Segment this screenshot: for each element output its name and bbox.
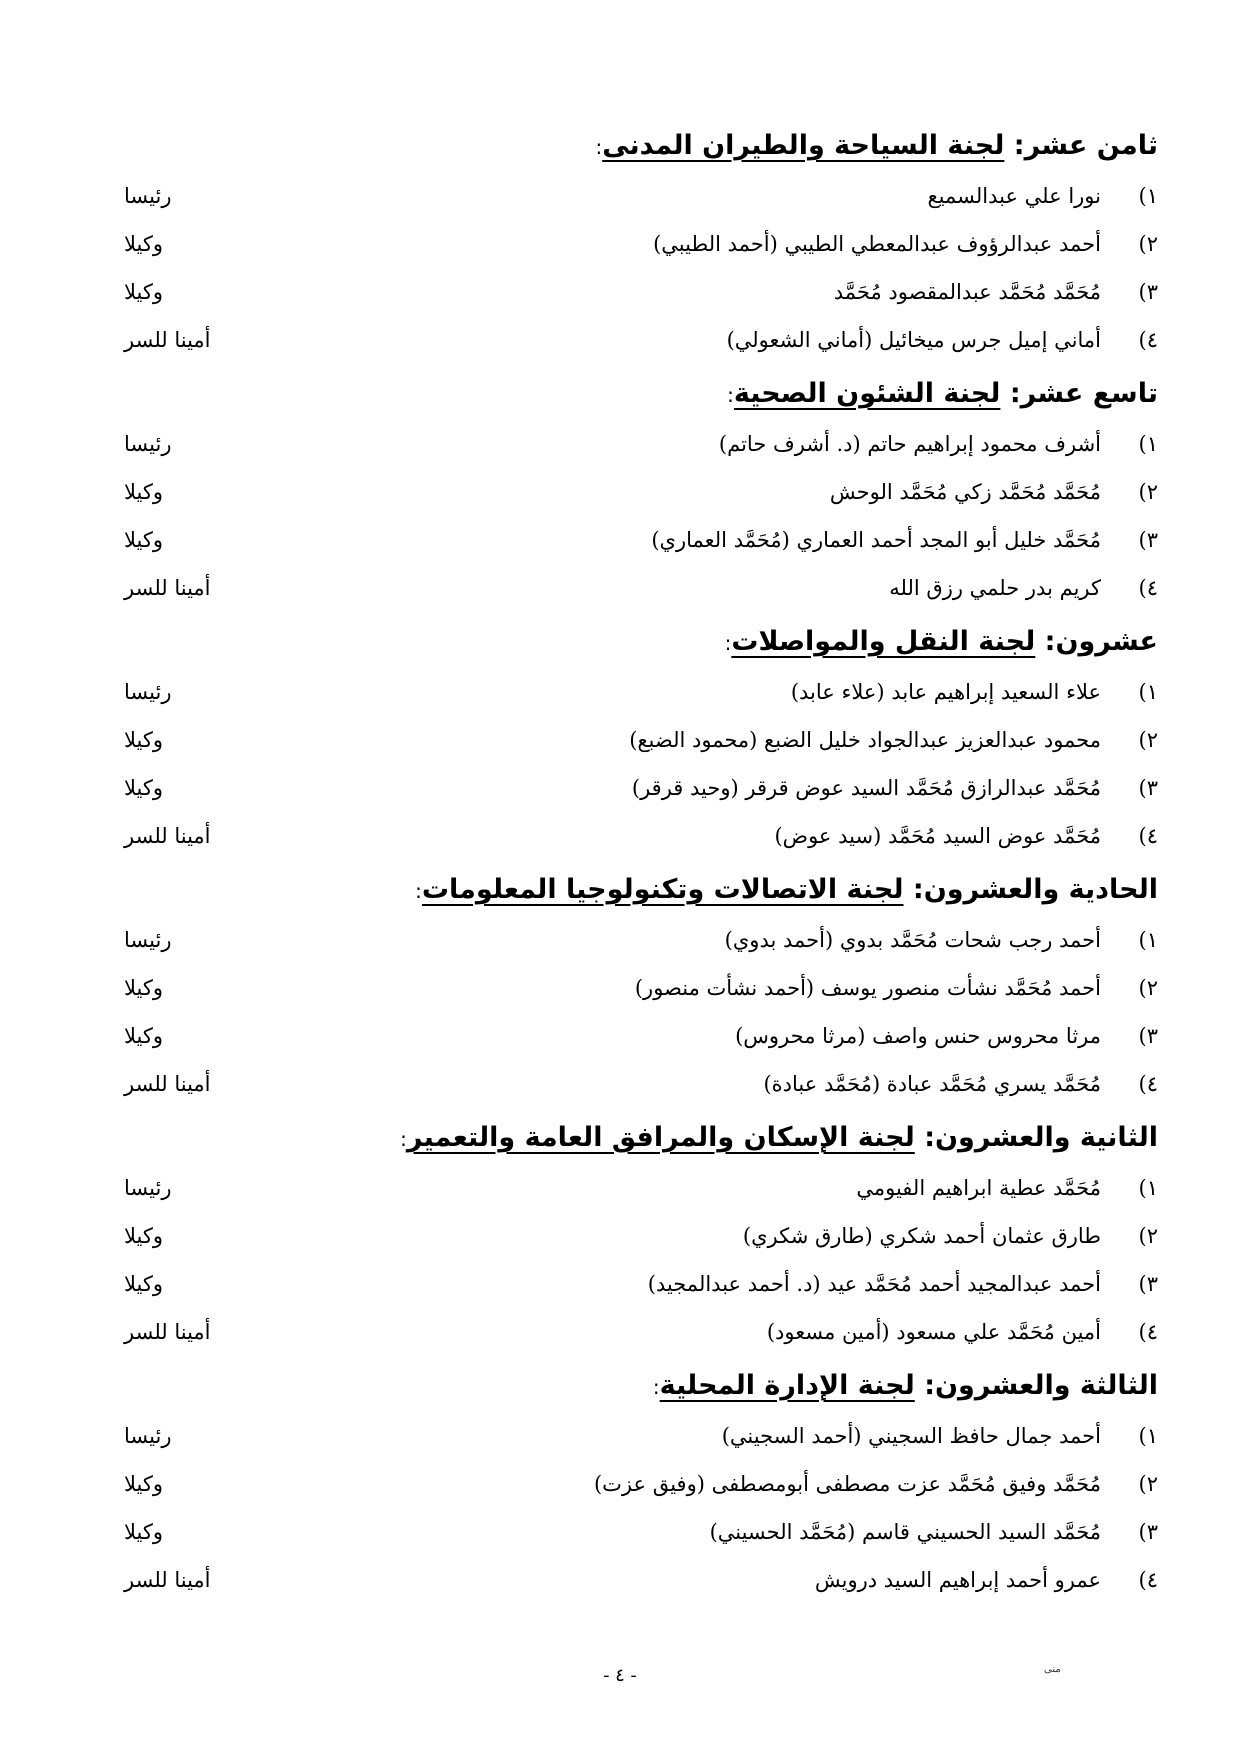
committee-heading: الثانية والعشرون: لجنة الإسكان والمرافق العامة والتعمير: xyxy=(400,1122,1158,1153)
member-name: مُحَمَّد عطية ابراهيم الفيومي xyxy=(856,1176,1101,1200)
committee-ordinal: الثانية والعشرون: xyxy=(924,1122,1158,1153)
member-role: أمينا للسر xyxy=(124,1320,211,1344)
member-role: وكيلا xyxy=(124,528,164,552)
committee-heading: تاسع عشر: لجنة الشئون الصحية: xyxy=(727,378,1158,409)
member-number: ١) xyxy=(1138,928,1158,952)
member-name: مُحَمَّد وفيق مُحَمَّد عزت مصطفى أبومصطفى (وفيق عزت) xyxy=(593,1472,1101,1496)
member-number: ٤) xyxy=(1138,824,1158,848)
member-number: ٤) xyxy=(1138,1568,1158,1592)
member-number: ٤) xyxy=(1138,1072,1158,1096)
member-number: ٢) xyxy=(1138,1472,1158,1496)
committee-section xyxy=(0,1112,1241,1360)
member-row xyxy=(0,1464,1241,1512)
member-row xyxy=(0,568,1241,616)
member-role: وكيلا xyxy=(124,232,164,256)
committee-ordinal: الثالثة والعشرون: xyxy=(924,1370,1158,1401)
member-number: ٣) xyxy=(1138,1272,1158,1296)
member-role: وكيلا xyxy=(124,480,164,504)
member-number: ٤) xyxy=(1138,576,1158,600)
member-role: رئيسا xyxy=(124,928,172,952)
member-row xyxy=(0,320,1241,368)
member-role: أمينا للسر xyxy=(124,824,211,848)
committee-heading: الحادية والعشرون: لجنة الاتصالات وتكنولوجيا المعلومات: xyxy=(415,874,1158,905)
member-row xyxy=(0,472,1241,520)
member-row xyxy=(0,1512,1241,1560)
member-name: محمود عبدالعزيز عبدالجواد خليل الضبع (محمود الضبع) xyxy=(629,728,1101,752)
member-number: ٣) xyxy=(1138,776,1158,800)
committee-title: لجنة الاتصالات وتكنولوجيا المعلومات xyxy=(421,874,904,905)
member-row xyxy=(0,768,1241,816)
member-role: رئيسا xyxy=(124,1176,172,1200)
committee-title: لجنة الإدارة المحلية xyxy=(659,1370,915,1401)
committee-title: لجنة الشئون الصحية xyxy=(733,378,1001,409)
member-row xyxy=(0,1416,1241,1464)
member-number: ١) xyxy=(1138,184,1158,208)
member-name: مُحَمَّد مُحَمَّد زكي مُحَمَّد الوحش xyxy=(829,480,1101,504)
member-row xyxy=(0,672,1241,720)
member-name: علاء السعيد إبراهيم عابد (علاء عابد) xyxy=(790,680,1101,704)
member-role: رئيسا xyxy=(124,680,172,704)
member-role: أمينا للسر xyxy=(124,328,211,352)
committee-heading: عشرون: لجنة النقل والمواصلات: xyxy=(724,626,1158,657)
member-name: أحمد عبدالرؤوف عبدالمعطي الطيبي (أحمد الطيبي) xyxy=(653,232,1101,256)
committee-heading: ثامن عشر: لجنة السياحة والطيران المدنى: xyxy=(595,130,1158,161)
document-body xyxy=(0,120,1241,1608)
member-role: وكيلا xyxy=(124,728,164,752)
member-name: عمرو أحمد إبراهيم السيد درويش xyxy=(814,1568,1101,1592)
member-role: وكيلا xyxy=(124,1224,164,1248)
member-number: ١) xyxy=(1138,680,1158,704)
member-number: ٣) xyxy=(1138,1024,1158,1048)
page-number: - ٤ - xyxy=(603,1665,637,1686)
member-role: أمينا للسر xyxy=(124,1568,211,1592)
member-row xyxy=(0,1264,1241,1312)
member-name: مُحَمَّد عوض السيد مُحَمَّد (سيد عوض) xyxy=(774,824,1101,848)
committee-section xyxy=(0,864,1241,1112)
member-number: ٢) xyxy=(1138,976,1158,1000)
committee-ordinal: الحادية والعشرون: xyxy=(912,874,1158,905)
member-role: أمينا للسر xyxy=(124,576,211,600)
member-row xyxy=(0,1312,1241,1360)
member-row xyxy=(0,920,1241,968)
member-row xyxy=(0,1560,1241,1608)
member-role: وكيلا xyxy=(124,1024,164,1048)
member-number: ٤) xyxy=(1138,1320,1158,1344)
member-name: مُحَمَّد مُحَمَّد عبدالمقصود مُحَمَّد xyxy=(833,280,1101,304)
member-number: ١) xyxy=(1138,1176,1158,1200)
member-name: كريم بدر حلمي رزق الله xyxy=(889,576,1101,600)
member-name: مرثا محروس حنس واصف (مرثا محروس) xyxy=(735,1024,1101,1048)
member-row xyxy=(0,520,1241,568)
member-row xyxy=(0,1168,1241,1216)
committee-ordinal: عشرون: xyxy=(1044,626,1158,657)
member-number: ١) xyxy=(1138,1424,1158,1448)
member-name: أحمد جمال حافظ السجيني (أحمد السجيني) xyxy=(721,1424,1101,1448)
member-name: مُحَمَّد يسري مُحَمَّد عبادة (مُحَمَّد عبادة) xyxy=(763,1072,1101,1096)
member-number: ٢) xyxy=(1138,728,1158,752)
member-row xyxy=(0,816,1241,864)
member-role: وكيلا xyxy=(124,1472,164,1496)
committee-title: لجنة الإسكان والمرافق العامة والتعمير xyxy=(406,1122,915,1153)
member-role: أمينا للسر xyxy=(124,1072,211,1096)
member-role: رئيسا xyxy=(124,184,172,208)
member-number: ٢) xyxy=(1138,480,1158,504)
member-number: ١) xyxy=(1138,432,1158,456)
committee-title: لجنة السياحة والطيران المدنى xyxy=(602,130,1005,161)
member-name: مُحَمَّد السيد الحسيني قاسم (مُحَمَّد الحسيني) xyxy=(709,1520,1101,1544)
member-role: رئيسا xyxy=(124,1424,172,1448)
committee-section xyxy=(0,120,1241,368)
member-row xyxy=(0,720,1241,768)
member-name: طارق عثمان أحمد شكري (طارق شكري) xyxy=(742,1224,1101,1248)
committee-title: لجنة النقل والمواصلات xyxy=(731,626,1036,657)
member-number: ٤) xyxy=(1138,328,1158,352)
member-row xyxy=(0,1016,1241,1064)
committee-section xyxy=(0,616,1241,864)
member-row xyxy=(0,1216,1241,1264)
committee-section xyxy=(0,1360,1241,1608)
member-number: ٢) xyxy=(1138,1224,1158,1248)
member-name: مُحَمَّد عبدالرازق مُحَمَّد السيد عوض قرقر (وحيد قرقر) xyxy=(631,776,1101,800)
committee-heading: الثالثة والعشرون: لجنة الإدارة المحلية: xyxy=(652,1370,1158,1401)
member-role: وكيلا xyxy=(124,1272,164,1296)
member-name: أحمد مُحَمَّد نشأت منصور يوسف (أحمد نشأت منصور) xyxy=(634,976,1101,1000)
member-name: أحمد عبدالمجيد أحمد مُحَمَّد عيد (د. أحمد عبدالمجيد) xyxy=(647,1272,1101,1296)
committee-section xyxy=(0,368,1241,616)
committee-ordinal: تاسع عشر: xyxy=(1009,378,1158,409)
member-role: وكيلا xyxy=(124,776,164,800)
member-number: ٣) xyxy=(1138,528,1158,552)
member-row xyxy=(0,424,1241,472)
member-number: ٢) xyxy=(1138,232,1158,256)
member-row xyxy=(0,224,1241,272)
member-role: رئيسا xyxy=(124,432,172,456)
member-name: أمين مُحَمَّد علي مسعود (أمين مسعود) xyxy=(766,1320,1101,1344)
member-role: وكيلا xyxy=(124,976,164,1000)
member-number: ٣) xyxy=(1138,280,1158,304)
member-name: أشرف محمود إبراهيم حاتم (د. أشرف حاتم) xyxy=(718,432,1101,456)
member-role: وكيلا xyxy=(124,1520,164,1544)
member-row xyxy=(0,968,1241,1016)
member-name: أحمد رجب شحات مُحَمَّد بدوي (أحمد بدوي) xyxy=(724,928,1101,952)
footer-mark: منى xyxy=(1044,1664,1061,1675)
member-number: ٣) xyxy=(1138,1520,1158,1544)
member-name: نورا علي عبدالسميع xyxy=(927,184,1101,208)
member-row xyxy=(0,1064,1241,1112)
member-role: وكيلا xyxy=(124,280,164,304)
member-row xyxy=(0,176,1241,224)
committee-ordinal: ثامن عشر: xyxy=(1013,130,1158,161)
member-row xyxy=(0,272,1241,320)
member-name: أماني إميل جرس ميخائيل (أماني الشعولي) xyxy=(726,328,1101,352)
member-name: مُحَمَّد خليل أبو المجد أحمد العماري (مُحَمَّد العماري) xyxy=(651,528,1101,552)
